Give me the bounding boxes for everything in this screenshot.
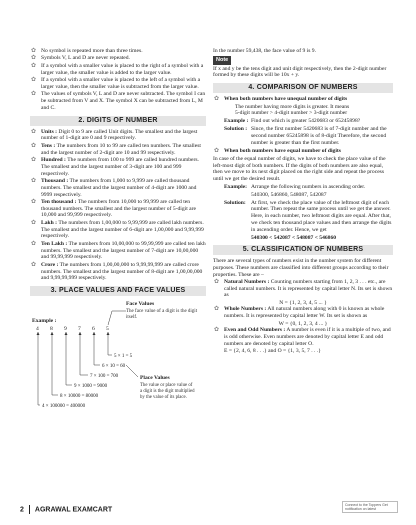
note-badge: Note [213, 56, 231, 65]
paragraph: In case of the equal number of digits, we have to check the place value of the left-most digit of both numbers. If the digits of both numbers are also equal, then we move to its next digit placed on the right side and repeat the process until we get the desired result. [213, 155, 386, 183]
paragraph: 5-digit number > 4-digit number > 3-digit number [235, 110, 348, 117]
list-item: ✿ Ten thousand : The numbers from 10,000 to 99,999 are called ten thousand numbers. The smallest and the largest number of 5-digit are 10,000 and 99,999 respectively. [31, 198, 196, 219]
digit: 8 [50, 326, 53, 333]
brand-logo: AGRAWAL EXAMCART [34, 506, 113, 514]
section-heading-comparison: 4. COMPARISON OF NUMBERS [213, 83, 393, 93]
list-item: ✿ Whole Numbers : All natural numbers along with 0 is known as whole numbers. It is represented by capital letter W. Its set is shown as [214, 306, 385, 320]
footer-divider [29, 505, 30, 514]
bullet-icon: ✿ [31, 142, 37, 149]
list-item: ✿ When both numbers have unequal number of digits [214, 96, 348, 103]
face-value-example: In the number 59,438, the face value of 9 is 9. [213, 48, 316, 54]
note-text: If x and y be the tens digit and unit digit respectively, then the 2-digit number formed by these digits will be 10x + y. [213, 65, 387, 79]
place-pointer-line [126, 365, 138, 377]
set-line: E = {2, 4, 6, 8 . . .} and O = {1, 3, 5, 7 . . .} [224, 348, 321, 355]
list-item: ✿ Crore : The numbers from 1,00,00,000 to 9,99,99,999 are called crore numbers. The smallest and the largest number of 8-digit are 1,00,00,000 and 9,99,99,999 respectively. [31, 261, 203, 282]
place-values-text-3: by the value of its place. [140, 395, 187, 401]
answer-line: 540300 < 542087 < 548087 < 546860 [251, 234, 337, 241]
list-item: ✿ If a symbol with a smaller value is placed to the right of a symbol with a larger value, the smaller value is added to the larger value. [31, 62, 204, 76]
bullet-icon: ✿ [31, 76, 37, 83]
numbers-line: 540300, 546860, 548087, 542087 [251, 191, 327, 198]
section-heading-classification: 5. CLASSIFICATION OF NUMBERS [213, 245, 393, 255]
solution-block: Solution: At first, we check the place value of the leftmost digit of each number. Then repeat the same process until we get the answer. Here, in each number, two leftmost digits are equal. After that, we check ten thousand place values and then arrange the digits in ascending order. Hence, we get [224, 199, 392, 233]
left-column [30, 48, 206, 411]
digits-list [30, 129, 206, 283]
list-item: ✿ Thousand : The numbers from 1,000 to 9,999 are called thousand numbers. The smallest and the largest number of 4-digit are 1000 and 9999 respectively. [31, 177, 197, 198]
list-item: ✿ Ten Lakh : The numbers from 10,00,000 to 99,99,999 are called ten lakh numbers. The smallest and the largest number of 7-digit are 10,00,000 and 99,99,999 respectively. [31, 240, 206, 261]
digit: 4 [36, 326, 39, 333]
list-item: ✿ Even and Odd Numbers : A number is even if it is a multiple of two, and is odd otherwise. Even numbers are denoted by capital letter E and odd numbers are denoted by capital letter O. [214, 327, 391, 348]
bullet-icon: ✿ [31, 156, 37, 163]
bullet-icon: ✿ [31, 177, 37, 184]
place-values-title: Place Values [140, 375, 170, 382]
digit: 5 [106, 326, 109, 333]
list-item: ✿ If a symbol with a smaller value is placed to the left of a symbol with a larger value, then the smaller value is subtracted from the larger value. [31, 76, 201, 90]
list-item: ✿ Natural Numbers : Counting numbers starting from 1, 2, 3 . . . etc., are called natural numbers. It is represented by capital letter N. Its set is shown as [214, 278, 393, 299]
place-product: 6 × 10 = 60 [102, 364, 126, 370]
bullet-icon: ✿ [214, 148, 220, 155]
right-column [213, 48, 393, 355]
digit: 9 [64, 326, 67, 333]
bullet-icon: ✿ [214, 327, 220, 334]
digits-row [36, 326, 109, 332]
list-item: ✿ Tens : The numbers from 10 to 99 are called ten numbers. The smallest and the largest number of 2-digit are 10 and 99 respectively. [31, 142, 201, 156]
list-item: ✿ Symbols V, L and D are never repeated. [31, 55, 130, 62]
face-values-title: Face Values [126, 301, 155, 308]
paragraph: There are several types of numbers exist in the number system for different purposes. These numbers are classified into different groups according to their properties. These are – [213, 258, 389, 278]
face-values-text-2: itself. [126, 315, 138, 321]
face-values-text-1: The face value of a digit is the digit [126, 309, 198, 315]
list-item: ✿ No symbol is repeated more than three times. [31, 48, 143, 54]
roman-rules-list [30, 48, 206, 112]
bullet-icon: ✿ [214, 96, 220, 103]
bullet-icon: ✿ [31, 62, 37, 69]
bullet-icon: ✿ [214, 278, 220, 285]
digit: 6 [92, 326, 95, 333]
place-product: 8 × 10000 = 80000 [60, 394, 99, 400]
place-products [42, 354, 133, 409]
list-item: ✿ The values of symbols V, L and D are never subtracted. The symbol I can be subtracted from V and X. The symbol X can be subtracted from L, M and C. [31, 91, 206, 111]
example-block: Example: Arrange the following numbers in ascending order. [224, 183, 366, 190]
face-pointer-line [108, 311, 126, 325]
solution-block: Solution : Since, the first number 5420683 is of 7-digit number and the second number 65245898 is of 8-digit Therefore, the second number is greater than the first number. [224, 125, 387, 146]
place-values-text-2: a digit is the digit multiplied [140, 389, 195, 395]
bullet-icon: ✿ [31, 91, 37, 98]
place-product: 5 × 1 = 5 [114, 354, 133, 360]
place-product: 9 × 1000 = 9000 [74, 384, 108, 390]
bullet-icon: ✿ [31, 219, 37, 226]
bullet-icon: ✿ [31, 240, 37, 247]
bullet-icon: ✿ [31, 55, 37, 62]
page-footer [20, 505, 112, 514]
example-block: Example : Find out which is greater 5420683 or 65245898? [224, 118, 361, 125]
list-item: ✿ When both numbers have equal number of digits [214, 148, 341, 155]
list-item: ✿ Lakh : The numbers from 1,00,000 to 9,99,999 are called lakh numbers. The smallest and the largest number of 6-digit are 1,00,000 and 9,99,999 respectively. [31, 219, 204, 240]
promo-badge: Connect to the Toppers Get notification on latest [342, 501, 398, 513]
list-item: ✿ Hundred : The numbers from 100 to 999 are called hundred numbers. The smallest and the largest number of 3-digit are 100 and 999 respectively. [31, 156, 199, 177]
paragraph: The number having more digits is greater. It means [235, 103, 350, 110]
place-product: 7 × 100 = 700 [90, 374, 119, 380]
bullet-icon: ✿ [31, 261, 37, 268]
list-item: ✿ Units : Digit 0 to 9 are called Unit digits. The smallest and the largest number of 1-digit are 0 and 9 respectively. [31, 128, 198, 142]
bullet-icon: ✿ [31, 198, 37, 205]
place-values-text-1: The value or place value of [140, 383, 193, 389]
place-value-diagram [30, 299, 206, 411]
set-line: W = {0, 1, 2, 3, 4 ... } [278, 320, 328, 327]
page-number: 2 [20, 506, 24, 514]
set-line: N = {1, 2, 3, 4, 5 ... } [279, 299, 327, 306]
section-heading-digits: 2. DIGITS OF NUMBER [30, 116, 206, 126]
place-product: 4 × 100000 = 400000 [42, 404, 86, 410]
bullet-icon: ✿ [214, 306, 220, 313]
place-value-diagram-svg [30, 299, 206, 411]
section-heading-place-values: 3. PLACE VALUES AND FACE VALUES [30, 286, 206, 296]
arrow-heads [37, 332, 110, 335]
example-label: Example : [32, 318, 57, 325]
bullet-icon: ✿ [31, 128, 37, 135]
digit: 7 [78, 326, 81, 333]
bullet-icon: ✿ [31, 48, 37, 54]
